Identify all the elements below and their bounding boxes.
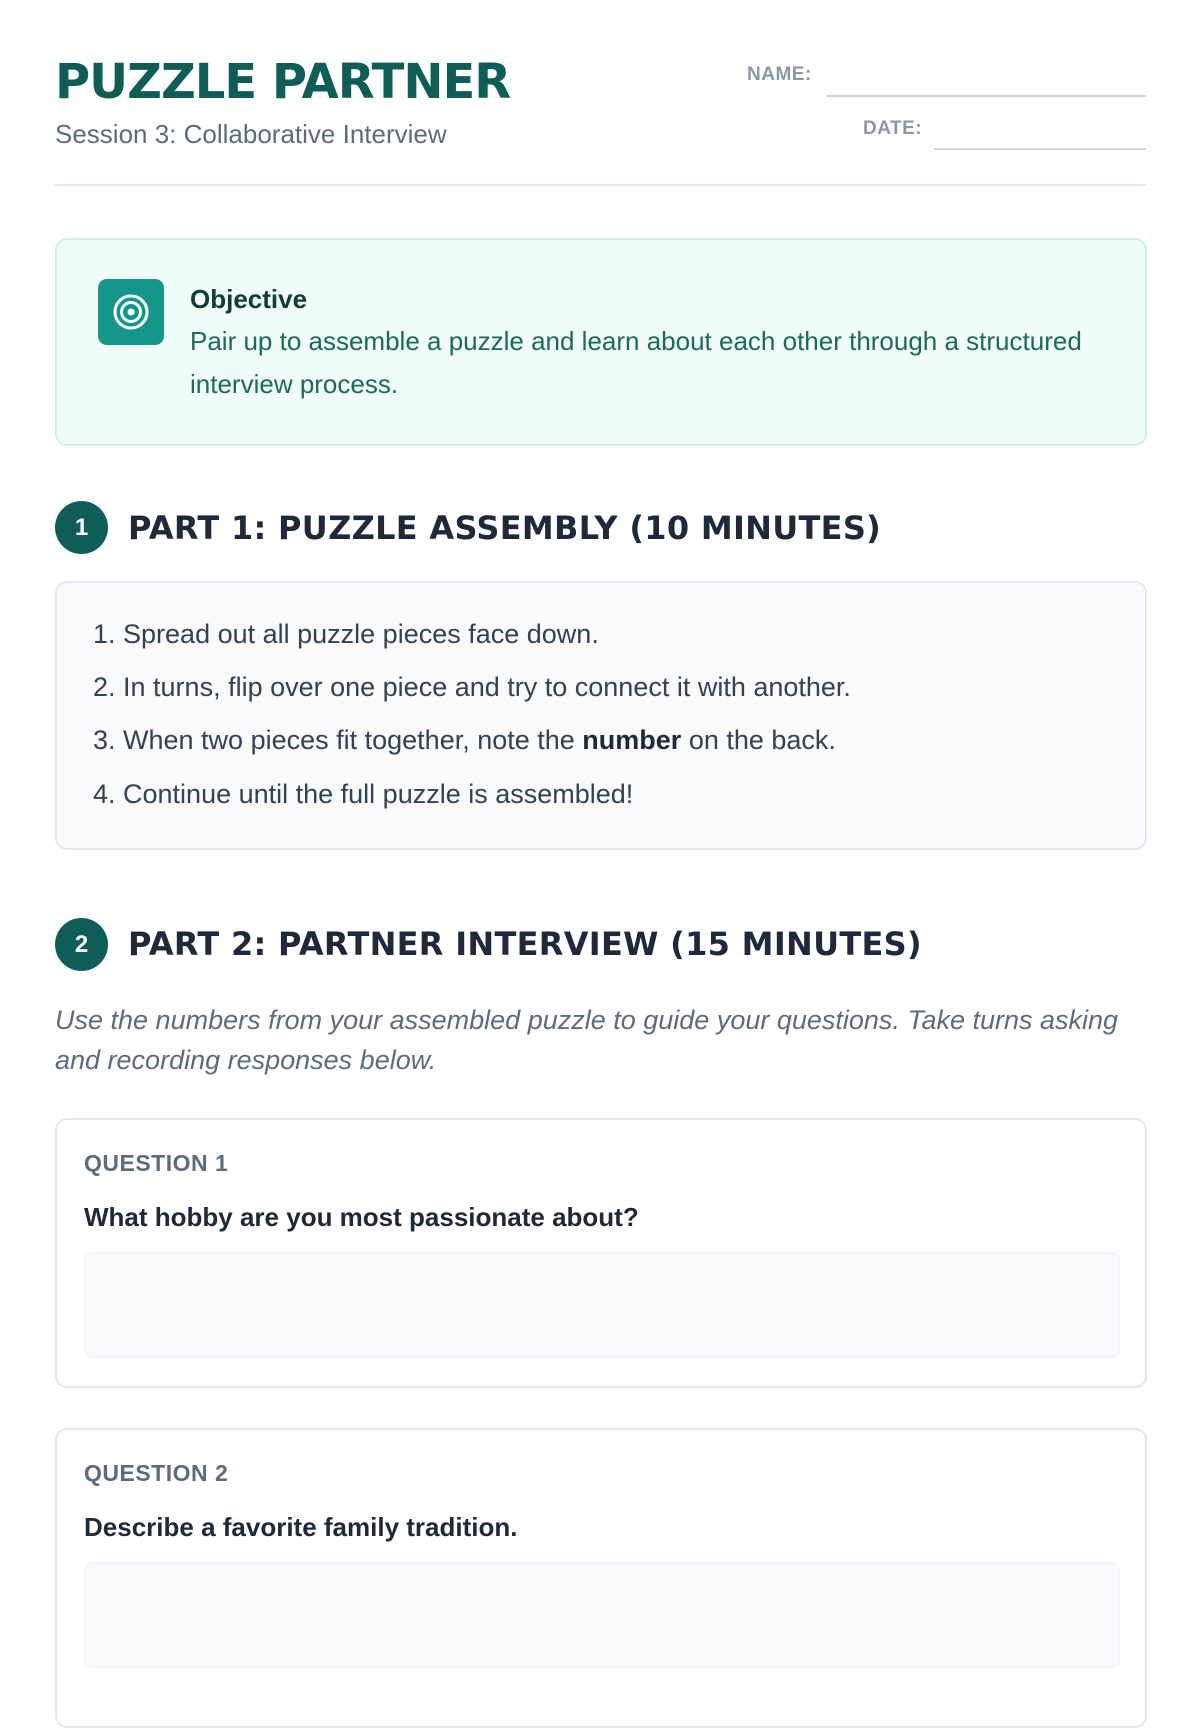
date-field[interactable] bbox=[934, 148, 1146, 150]
part-2-badge: 2 bbox=[55, 918, 108, 971]
step-text: on the back. bbox=[681, 725, 836, 755]
step-text: 3. When two pieces fit together, note the bbox=[93, 725, 583, 755]
objective-box bbox=[55, 238, 1147, 446]
assembly-steps bbox=[55, 581, 1147, 850]
worksheet-header bbox=[55, 0, 1146, 186]
interview-instructions: Use the numbers from your assembled puzzle to guide your questions. Take turns asking and recording responses below. bbox=[55, 1005, 1119, 1075]
part-1-badge: 1 bbox=[55, 501, 108, 554]
question-card bbox=[55, 1118, 1147, 1388]
question-label: QUESTION 2 bbox=[84, 1460, 229, 1486]
part-1-title: PART 1: PUZZLE ASSEMBLY (10 MINUTES) bbox=[128, 509, 882, 547]
step-item bbox=[93, 723, 836, 757]
step-item: 1. Spread out all puzzle pieces face down. bbox=[93, 619, 599, 649]
step-item: 2. In turns, flip over one piece and try to connect it with another. bbox=[93, 672, 851, 702]
step-item: 4. Continue until the full puzzle is assembled! bbox=[93, 779, 634, 809]
part-2-title: PART 2: PARTNER INTERVIEW (15 MINUTES) bbox=[128, 925, 922, 963]
answer-field[interactable] bbox=[84, 1252, 1120, 1358]
objective-text: Pair up to assemble a puzzle and learn about each other through a structured interview process. bbox=[190, 326, 1082, 399]
name-field[interactable] bbox=[827, 95, 1146, 97]
objective-title: Objective bbox=[190, 284, 308, 314]
question-card bbox=[55, 1428, 1147, 1728]
answer-field[interactable] bbox=[84, 1562, 1120, 1668]
question-text: What hobby are you most passionate about? bbox=[84, 1202, 639, 1232]
page-title: PUZZLE PARTNER bbox=[55, 54, 511, 110]
date-label: DATE: bbox=[863, 118, 923, 139]
step-emphasis: number bbox=[582, 725, 682, 755]
question-text: Describe a favorite family tradition. bbox=[84, 1512, 518, 1542]
question-label: QUESTION 1 bbox=[84, 1150, 229, 1176]
name-label: NAME: bbox=[747, 64, 812, 85]
session-subtitle: Session 3: Collaborative Interview bbox=[55, 119, 447, 149]
target-icon bbox=[98, 279, 164, 345]
